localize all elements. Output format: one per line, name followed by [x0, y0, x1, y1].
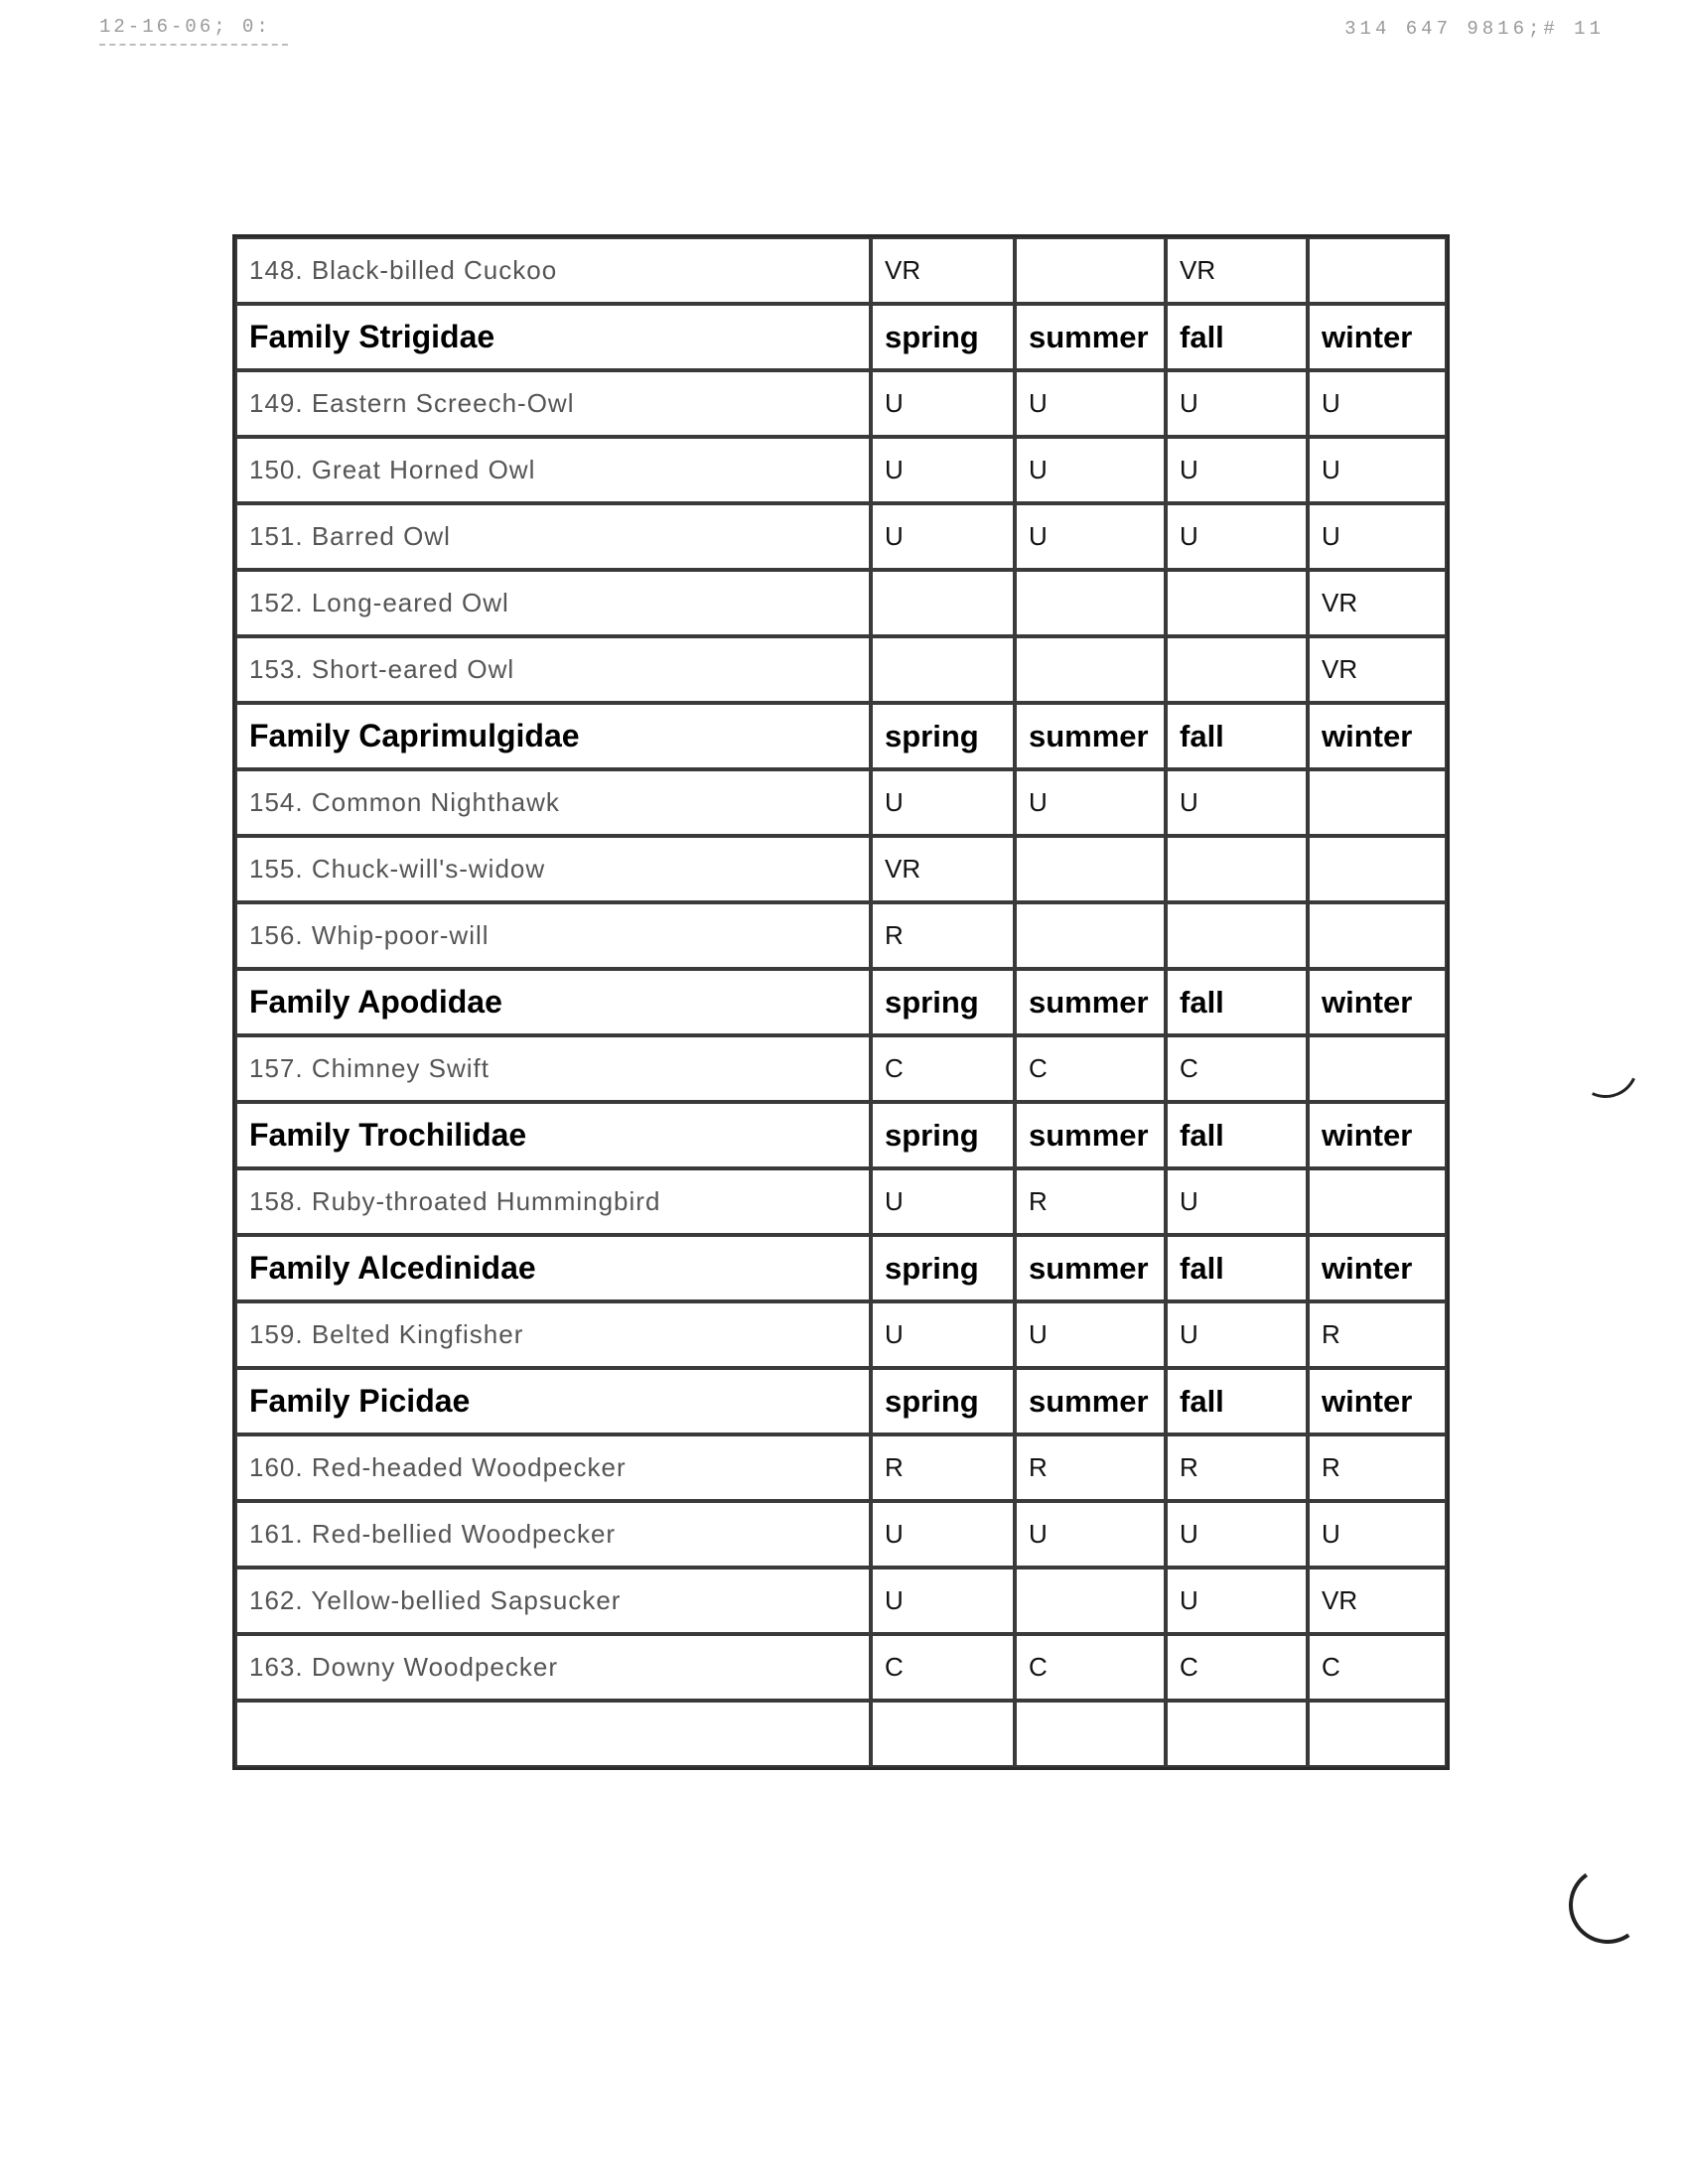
occurrence-cell-spring: U — [871, 1168, 1015, 1235]
species-row — [235, 1701, 1447, 1767]
occurrence-cell-winter: C — [1308, 1634, 1447, 1701]
species-name-cell: 158. Ruby-throated Hummingbird — [235, 1168, 871, 1235]
season-header-cell-fall: fall — [1166, 703, 1308, 769]
occurrence-cell-summer: R — [1015, 1168, 1166, 1235]
occurrence-cell-summer: U — [1015, 1301, 1166, 1368]
family-name-cell: Family Trochilidae — [235, 1102, 871, 1168]
occurrence-cell-spring: U — [871, 1301, 1015, 1368]
season-header-cell-summer: summer — [1015, 1102, 1166, 1168]
season-header-cell-fall: fall — [1166, 1235, 1308, 1301]
occurrence-cell-spring: R — [871, 1434, 1015, 1501]
occurrence-cell-fall: VR — [1166, 237, 1308, 304]
species-row — [235, 1568, 1447, 1634]
season-header-cell-fall: fall — [1166, 1102, 1308, 1168]
species-row — [235, 1168, 1447, 1235]
family-header-row — [235, 703, 1447, 769]
species-row — [235, 1035, 1447, 1102]
species-row — [235, 836, 1447, 902]
season-header-cell-winter: winter — [1308, 304, 1447, 370]
season-header-cell-spring: spring — [871, 1368, 1015, 1434]
occurrence-cell-winter — [1308, 237, 1447, 304]
species-name-cell: 154. Common Nighthawk — [235, 769, 871, 836]
family-header-row — [235, 1368, 1447, 1434]
species-name-cell: 148. Black-billed Cuckoo — [235, 237, 871, 304]
occurrence-cell-spring: C — [871, 1634, 1015, 1701]
species-name-cell: 150. Great Horned Owl — [235, 437, 871, 503]
season-header-cell-spring: spring — [871, 1102, 1015, 1168]
season-header-cell-spring: spring — [871, 969, 1015, 1035]
occurrence-cell-fall: U — [1166, 437, 1308, 503]
species-row — [235, 1301, 1447, 1368]
season-header-cell-summer: summer — [1015, 969, 1166, 1035]
occurrence-cell-fall — [1166, 570, 1308, 636]
occurrence-cell-summer: U — [1015, 437, 1166, 503]
species-row — [235, 237, 1447, 304]
species-row — [235, 1434, 1447, 1501]
species-row — [235, 370, 1447, 437]
species-name-cell: 152. Long-eared Owl — [235, 570, 871, 636]
species-name-cell: 162. Yellow-bellied Sapsucker — [235, 1568, 871, 1634]
occurrence-cell-winter — [1308, 836, 1447, 902]
occurrence-cell-fall: U — [1166, 503, 1308, 570]
family-header-row — [235, 1102, 1447, 1168]
family-header-row — [235, 969, 1447, 1035]
occurrence-cell-fall: U — [1166, 1301, 1308, 1368]
occurrence-cell-spring: U — [871, 370, 1015, 437]
species-name-cell: 163. Downy Woodpecker — [235, 1634, 871, 1701]
occurrence-cell-spring — [871, 570, 1015, 636]
species-name-cell: 159. Belted Kingfisher — [235, 1301, 871, 1368]
occurrence-cell-fall — [1166, 902, 1308, 969]
occurrence-cell-fall — [1166, 836, 1308, 902]
occurrence-cell-spring: U — [871, 1501, 1015, 1568]
occurrence-cell-spring: VR — [871, 237, 1015, 304]
occurrence-cell-winter: VR — [1308, 1568, 1447, 1634]
season-header-cell-spring: spring — [871, 304, 1015, 370]
bird-checklist-table — [232, 234, 1450, 1770]
occurrence-cell-summer — [1015, 1701, 1166, 1767]
occurrence-cell-winter: VR — [1308, 636, 1447, 703]
season-header-cell-summer: summer — [1015, 703, 1166, 769]
season-header-cell-spring: spring — [871, 703, 1015, 769]
season-header-cell-fall: fall — [1166, 304, 1308, 370]
margin-mark-crescent — [1563, 1860, 1652, 1950]
occurrence-cell-fall: C — [1166, 1035, 1308, 1102]
family-name-cell: Family Alcedinidae — [235, 1235, 871, 1301]
occurrence-cell-summer — [1015, 636, 1166, 703]
occurrence-cell-winter: U — [1308, 1501, 1447, 1568]
occurrence-cell-summer — [1015, 902, 1166, 969]
occurrence-cell-winter: U — [1308, 437, 1447, 503]
occurrence-cell-winter: R — [1308, 1301, 1447, 1368]
species-row — [235, 769, 1447, 836]
species-name-cell: 156. Whip-poor-will — [235, 902, 871, 969]
season-header-cell-summer: summer — [1015, 1235, 1166, 1301]
species-row — [235, 437, 1447, 503]
occurrence-cell-fall: U — [1166, 769, 1308, 836]
season-header-cell-winter: winter — [1308, 703, 1447, 769]
occurrence-cell-winter: U — [1308, 503, 1447, 570]
occurrence-cell-winter — [1308, 902, 1447, 969]
occurrence-cell-spring: C — [871, 1035, 1015, 1102]
season-header-cell-fall: fall — [1166, 1368, 1308, 1434]
season-header-cell-winter: winter — [1308, 1102, 1447, 1168]
season-header-cell-fall: fall — [1166, 969, 1308, 1035]
species-name-cell — [235, 1701, 871, 1767]
occurrence-cell-winter — [1308, 1701, 1447, 1767]
margin-mark-arc — [1564, 1024, 1648, 1108]
family-name-cell: Family Picidae — [235, 1368, 871, 1434]
season-header-cell-summer: summer — [1015, 1368, 1166, 1434]
occurrence-cell-fall: U — [1166, 370, 1308, 437]
species-name-cell: 151. Barred Owl — [235, 503, 871, 570]
species-name-cell: 155. Chuck-will's-widow — [235, 836, 871, 902]
occurrence-cell-summer: C — [1015, 1634, 1166, 1701]
season-header-cell-winter: winter — [1308, 1235, 1447, 1301]
occurrence-cell-fall: U — [1166, 1568, 1308, 1634]
species-row — [235, 503, 1447, 570]
occurrence-cell-winter: VR — [1308, 570, 1447, 636]
occurrence-cell-summer — [1015, 570, 1166, 636]
fax-header-rule — [99, 44, 288, 47]
occurrence-cell-spring: U — [871, 503, 1015, 570]
family-header-row — [235, 304, 1447, 370]
occurrence-cell-summer: U — [1015, 1501, 1166, 1568]
species-row — [235, 570, 1447, 636]
fax-header-right: 314 647 9816;# 11 — [1344, 18, 1605, 40]
occurrence-cell-summer: U — [1015, 769, 1166, 836]
occurrence-cell-winter — [1308, 769, 1447, 836]
species-row — [235, 902, 1447, 969]
occurrence-cell-summer — [1015, 836, 1166, 902]
fax-header-left — [99, 16, 288, 47]
fax-header-left-text: 12-16-06; 0: — [99, 16, 271, 38]
occurrence-cell-fall: R — [1166, 1434, 1308, 1501]
checklist-body — [235, 237, 1447, 1767]
occurrence-cell-spring: U — [871, 437, 1015, 503]
species-row — [235, 1634, 1447, 1701]
occurrence-cell-summer: R — [1015, 1434, 1166, 1501]
occurrence-cell-summer — [1015, 237, 1166, 304]
species-row — [235, 1501, 1447, 1568]
family-header-row — [235, 1235, 1447, 1301]
occurrence-cell-spring: VR — [871, 836, 1015, 902]
species-name-cell: 157. Chimney Swift — [235, 1035, 871, 1102]
occurrence-cell-winter: U — [1308, 370, 1447, 437]
occurrence-cell-spring: R — [871, 902, 1015, 969]
season-header-cell-winter: winter — [1308, 969, 1447, 1035]
occurrence-cell-spring — [871, 1701, 1015, 1767]
season-header-cell-winter: winter — [1308, 1368, 1447, 1434]
occurrence-cell-winter — [1308, 1035, 1447, 1102]
bird-checklist-table-wrapper — [232, 234, 1444, 1770]
occurrence-cell-spring: U — [871, 1568, 1015, 1634]
occurrence-cell-fall: C — [1166, 1634, 1308, 1701]
season-header-cell-spring: spring — [871, 1235, 1015, 1301]
occurrence-cell-fall — [1166, 1701, 1308, 1767]
occurrence-cell-summer: U — [1015, 503, 1166, 570]
occurrence-cell-winter — [1308, 1168, 1447, 1235]
occurrence-cell-fall: U — [1166, 1501, 1308, 1568]
occurrence-cell-spring: U — [871, 769, 1015, 836]
family-name-cell: Family Caprimulgidae — [235, 703, 871, 769]
species-name-cell: 153. Short-eared Owl — [235, 636, 871, 703]
occurrence-cell-winter: R — [1308, 1434, 1447, 1501]
occurrence-cell-fall — [1166, 636, 1308, 703]
occurrence-cell-fall: U — [1166, 1168, 1308, 1235]
occurrence-cell-summer — [1015, 1568, 1166, 1634]
family-name-cell: Family Strigidae — [235, 304, 871, 370]
family-name-cell: Family Apodidae — [235, 969, 871, 1035]
occurrence-cell-summer: U — [1015, 370, 1166, 437]
season-header-cell-summer: summer — [1015, 304, 1166, 370]
occurrence-cell-spring — [871, 636, 1015, 703]
occurrence-cell-summer: C — [1015, 1035, 1166, 1102]
species-row — [235, 636, 1447, 703]
species-name-cell: 160. Red-headed Woodpecker — [235, 1434, 871, 1501]
species-name-cell: 149. Eastern Screech-Owl — [235, 370, 871, 437]
species-name-cell: 161. Red-bellied Woodpecker — [235, 1501, 871, 1568]
